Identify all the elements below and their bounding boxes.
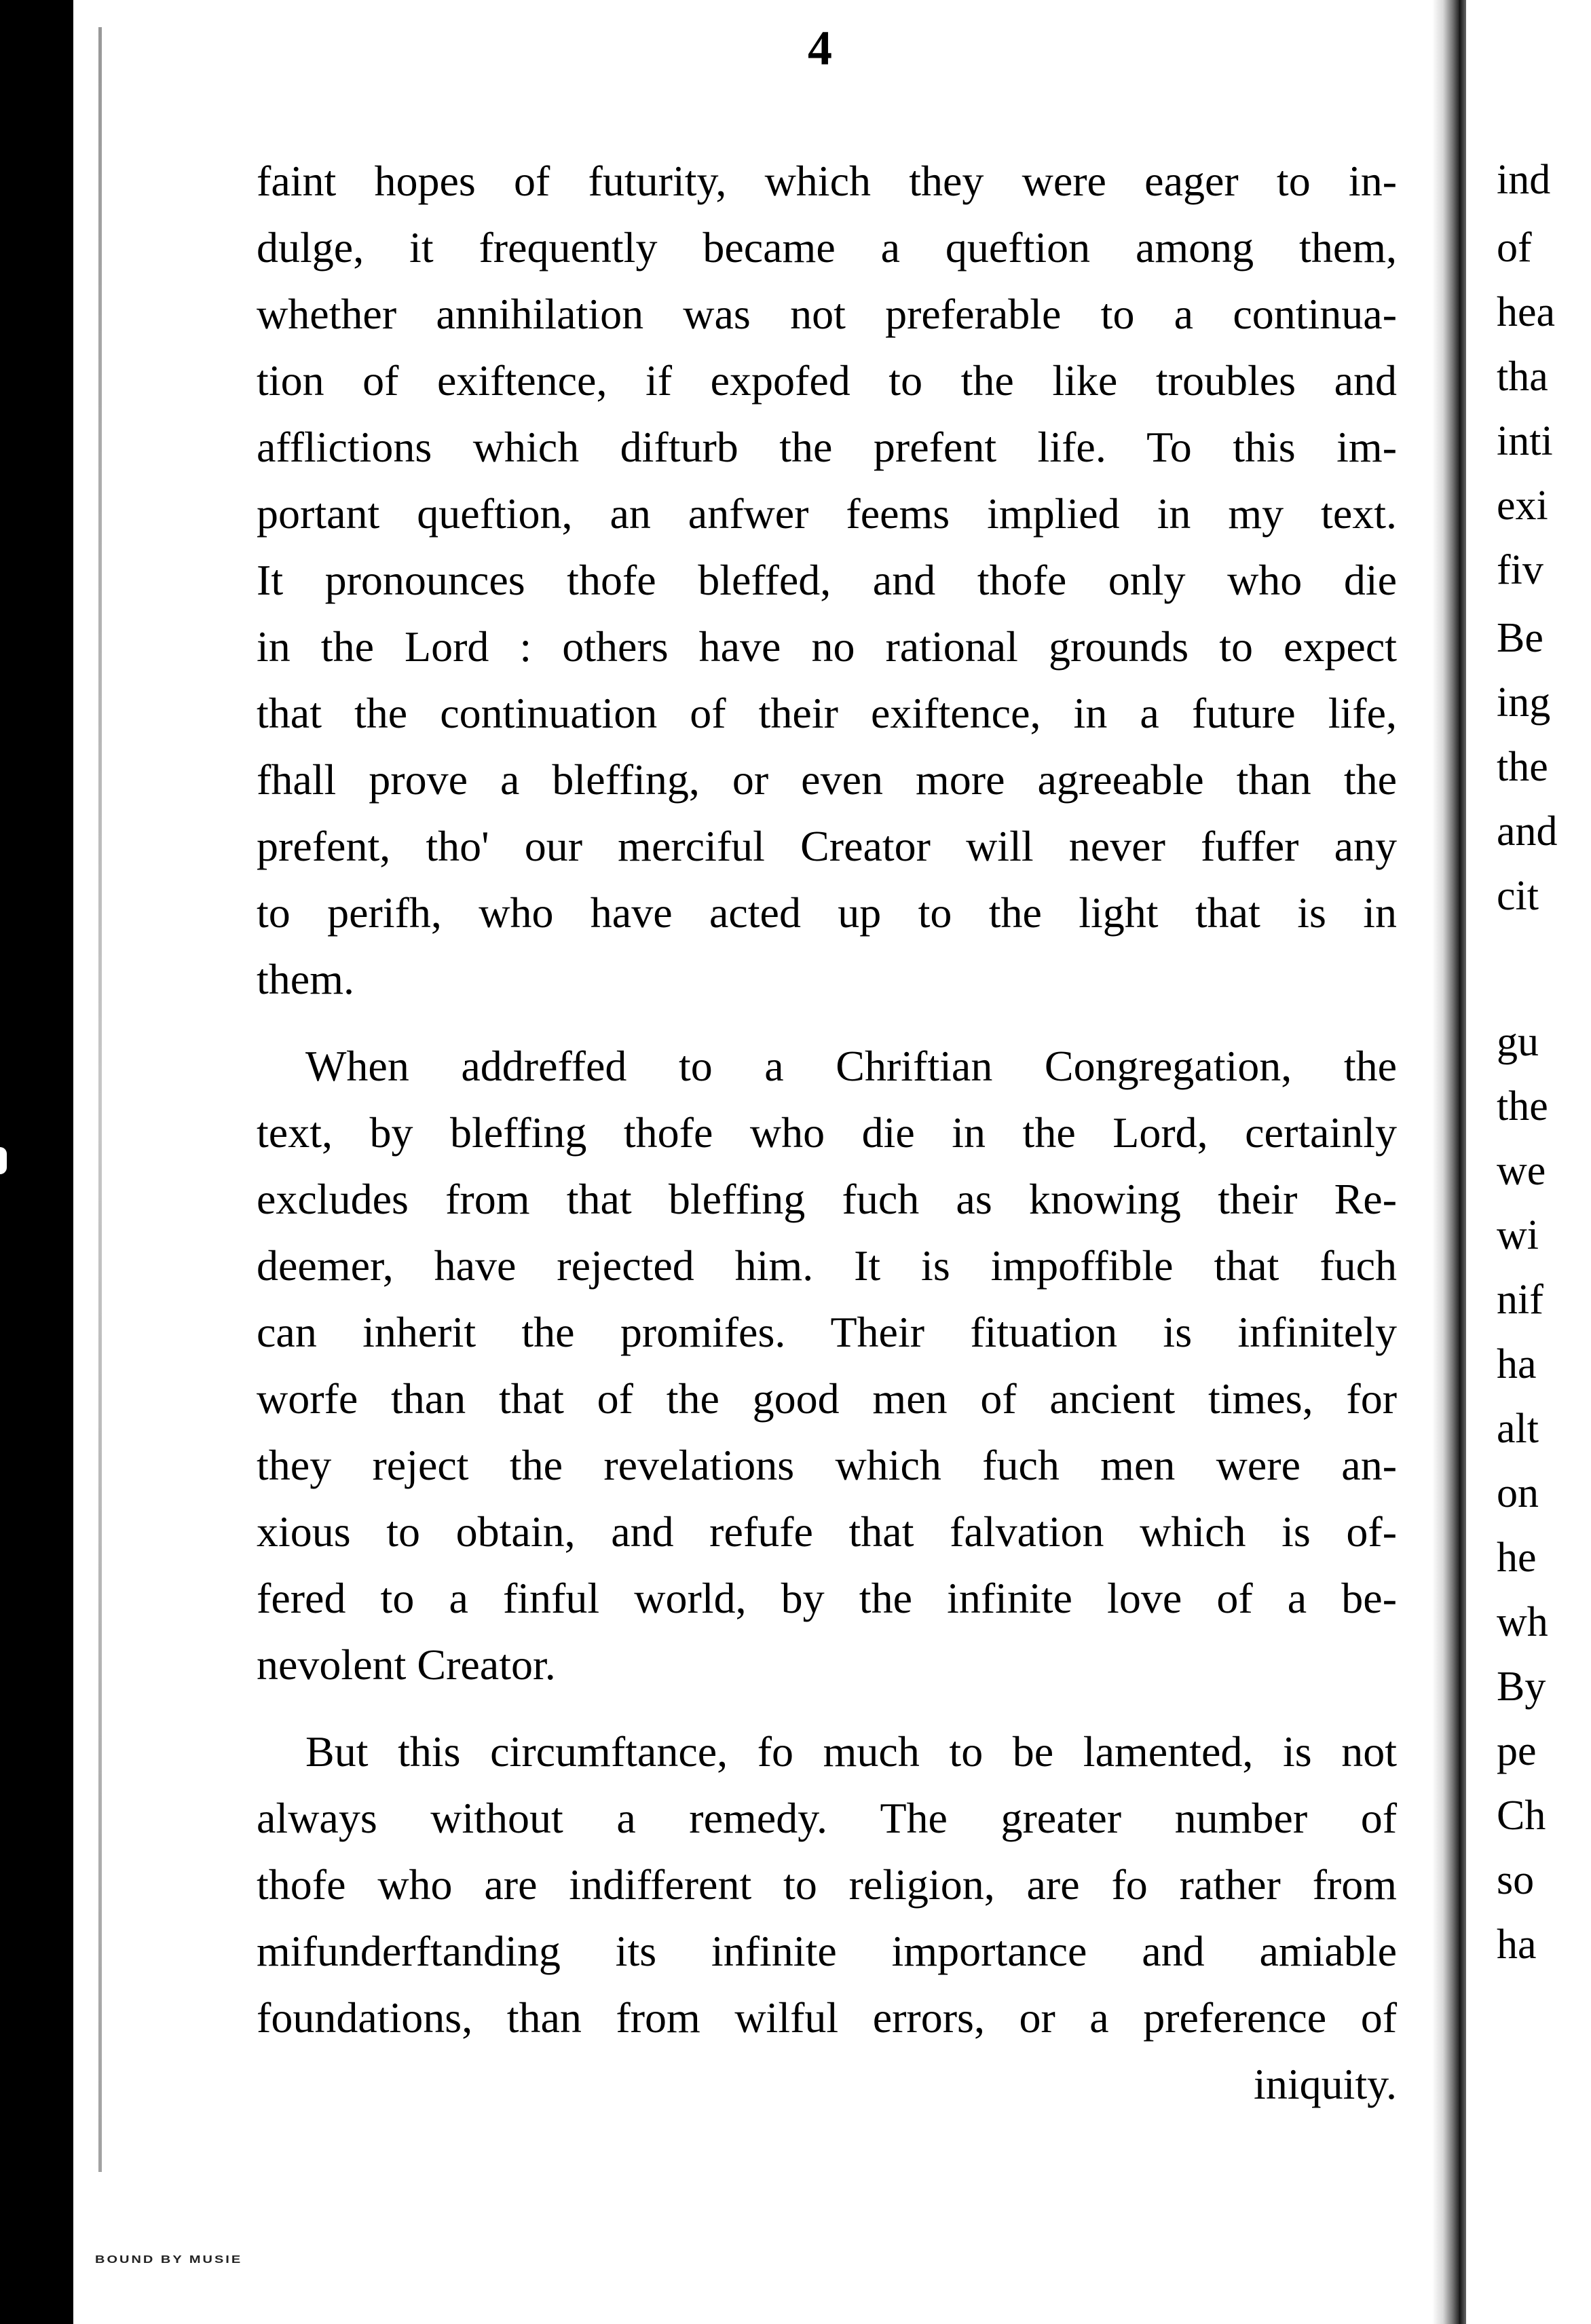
text-line: in the Lord : others have no rational grounds to expect [257,622,1397,671]
margin-mark [0,1147,7,1174]
page-left-edge [98,27,102,2172]
adjacent-page-fragment: ha [1497,1341,1537,1387]
page-number: 4 [808,21,832,75]
adjacent-page-fragment: ind [1497,157,1551,203]
adjacent-page-fragment: alt [1497,1406,1539,1452]
text-line: But this circumftance, fo much to be lamented, is not [305,1727,1397,1776]
text-line: tion of exiftence, if expofed to the like troubles and [257,356,1397,405]
adjacent-page-fragment: Be [1497,615,1543,661]
text-line: can inherit the promifes. Their fituation is infinitely [257,1308,1397,1356]
text-line: whether annihilation was not preferable to a continua- [257,290,1397,338]
text-line: It pronounces thofe bleffed, and thofe only who die [257,556,1397,604]
text-line: fhall prove a bleffing, or even more agreeable than the [257,755,1397,804]
text-line: text, by bleffing thofe who die in the Lord, certainly [257,1108,1397,1157]
adjacent-page-fragment: pe [1497,1728,1537,1774]
catchword: iniquity. [1254,2060,1397,2108]
gutter-shadow [1432,0,1459,2324]
adjacent-page-fragment: so [1497,1857,1535,1903]
adjacent-page-fragment: he [1497,1535,1537,1581]
adjacent-page-fragment: the [1497,1083,1548,1129]
text-line: When addreffed to a Chriftian Congregation, the [305,1042,1397,1090]
adjacent-page-fragment: and [1497,808,1558,855]
adjacent-page-fragment: fiv [1497,547,1543,593]
adjacent-page [1459,0,1591,2324]
text-line: that the continuation of their exiftence, in a future life, [257,689,1397,737]
text-line: xious to obtain, and refufe that falvation which is of- [257,1507,1397,1556]
text-line: mifunderftanding its infinite importance and amiable [257,1927,1397,1975]
adjacent-page-fragment: Ch [1497,1793,1546,1839]
adjacent-page-fragment: exi [1497,483,1548,529]
text-line: afflictions which difturb the prefent life. To this im- [257,423,1397,471]
adjacent-page-fragment: hea [1497,289,1556,335]
adjacent-page-fragment: By [1497,1664,1546,1710]
adjacent-page-fragment: of [1497,225,1532,271]
text-line: always without a remedy. The greater number of [257,1794,1397,1842]
adjacent-page-fragment: on [1497,1470,1539,1516]
text-line: portant queftion, an anfwer feems implied in my text. [257,489,1397,538]
adjacent-page-fragment: the [1497,744,1548,790]
adjacent-page-fragment: wi [1497,1212,1539,1258]
adjacent-page-fragment: ing [1497,679,1551,726]
adjacent-page-fragment: nif [1497,1277,1543,1323]
paragraph-2 [257,1033,1397,1698]
text-line: excludes from that bleffing fuch as knowing their Re- [257,1175,1397,1223]
binding-stamp: BOUND BY MUSIE [95,2253,243,2266]
text-line: faint hopes of futurity, which they were eager to in- [257,157,1397,205]
text-line: foundations, than from wilful errors, or a preference of [257,1993,1397,2042]
text-line: thofe who are indifferent to religion, are fo rather from [257,1860,1397,1909]
text-line: nevolent Creator. [257,1641,556,1689]
adjacent-page-fragment: inti [1497,418,1553,464]
adjacent-page-fragment: we [1497,1148,1546,1194]
adjacent-page-fragment: cit [1497,873,1539,919]
paragraph-1 [257,148,1397,1013]
adjacent-page-fragment: ha [1497,1922,1537,1968]
text-line: prefent, tho' our merciful Creator will never fuffer any [257,822,1397,870]
paragraph-3 [257,1719,1397,2118]
text-line: to perifh, who have acted up to the light that is in [257,888,1397,937]
adjacent-page-edge [1459,0,1466,2324]
text-line: fered to a finful world, by the infinite love of a be- [257,1574,1397,1622]
adjacent-page-fragment: gu [1497,1019,1539,1065]
adjacent-page-fragment: tha [1497,354,1548,400]
body-text [257,148,1397,2118]
text-line: them. [257,955,354,1003]
text-line: they reject the revelations which fuch men were an- [257,1441,1397,1489]
text-line: worfe than that of the good men of ancient times, for [257,1374,1397,1423]
text-line: dulge, it frequently became a queftion among them, [257,223,1397,271]
text-line: deemer, have rejected him. It is impoffible that fuch [257,1241,1397,1290]
adjacent-page-fragment: wh [1497,1599,1548,1645]
